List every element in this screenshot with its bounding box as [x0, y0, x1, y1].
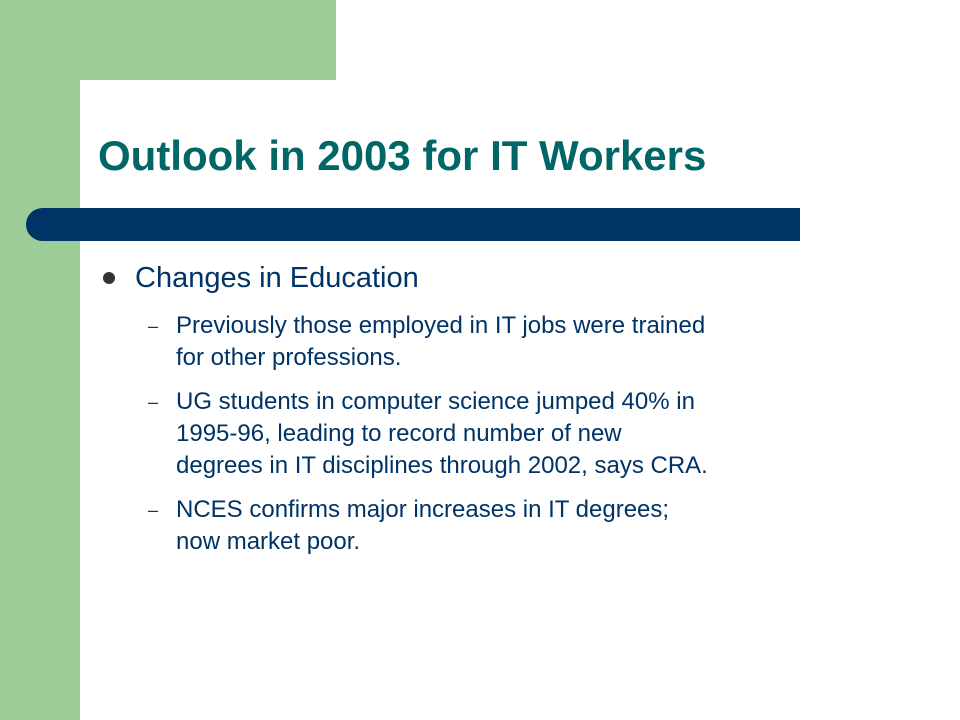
dash-icon: –: [148, 316, 159, 336]
top-green-band: [80, 0, 336, 80]
sub-bullet-item: [100, 386, 900, 482]
title-divider-bar: [26, 208, 800, 241]
sub-bullet-line: for other professions.: [176, 344, 402, 371]
sub-bullet-line: UG students in computer science jumped 40% in: [176, 388, 695, 415]
bullet-text: Changes in Education: [135, 261, 419, 294]
slide-content: [100, 256, 900, 570]
sub-bullet-item: [100, 310, 900, 374]
slide-title: Outlook in 2003 for IT Workers: [98, 132, 707, 179]
sub-bullet-line: 1995-96, leading to record number of new: [176, 420, 622, 447]
bullet-dot-icon: [103, 272, 115, 284]
sub-bullet-line: NCES confirms major increases in IT degrees;: [176, 496, 670, 523]
dash-icon: –: [148, 500, 159, 520]
bullet-item: [100, 256, 900, 300]
left-green-band: [0, 0, 80, 720]
sub-bullet-list: [100, 310, 900, 558]
dash-icon: –: [148, 392, 159, 412]
sub-bullet-item: [100, 494, 900, 558]
sub-bullet-line: Previously those employed in IT jobs were trained: [176, 312, 706, 339]
sub-bullet-line: now market poor.: [176, 528, 361, 555]
sub-bullet-line: degrees in IT disciplines through 2002, says CRA.: [176, 452, 708, 479]
